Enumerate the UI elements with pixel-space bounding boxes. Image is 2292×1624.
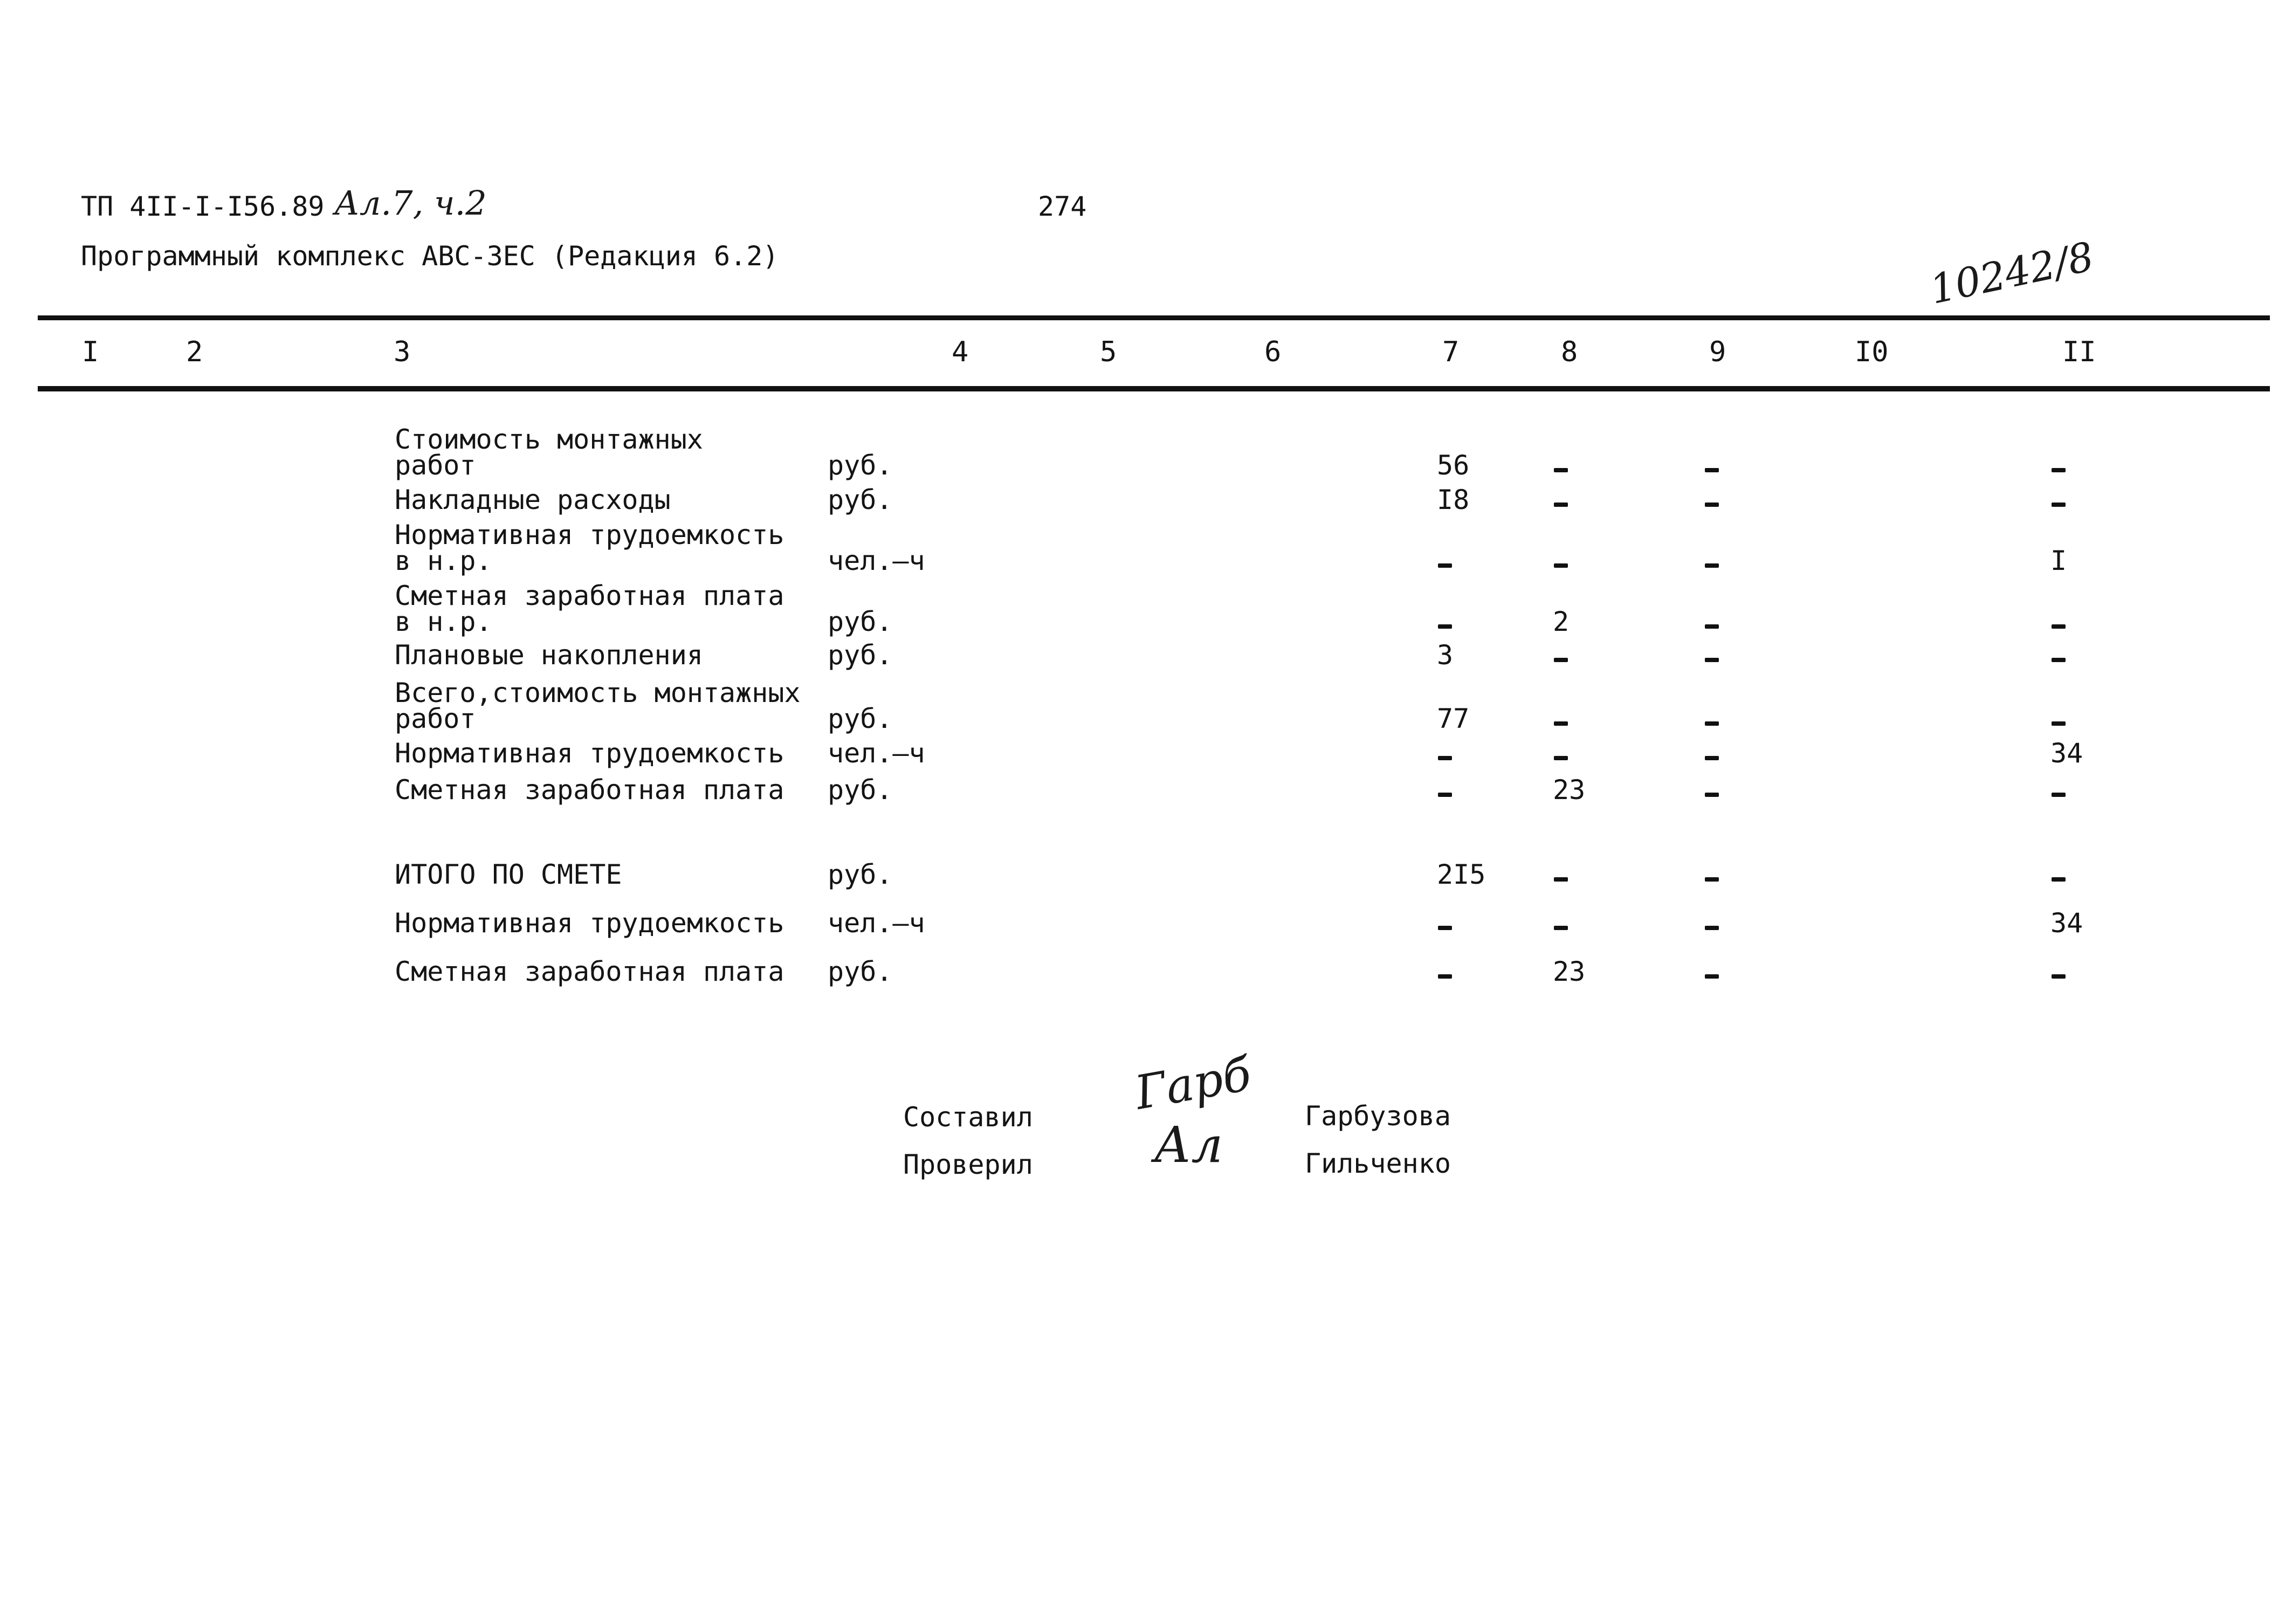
- row-col11-value-dash: [2052, 468, 2066, 472]
- row-col8-value: 23: [1553, 774, 1586, 806]
- row-item-name-cont: работ: [395, 450, 476, 481]
- row-unit: чел.–ч: [828, 738, 925, 769]
- row-col8-value-dash: [1554, 721, 1568, 726]
- row-col8-value-dash: [1554, 503, 1568, 507]
- row-col9-value-dash: [1705, 974, 1719, 979]
- row-unit: руб.: [828, 450, 893, 481]
- row-col7-value: 2I5: [1437, 859, 1486, 890]
- program-line: Программный комплекс АВС-3ЕС (Редакция 6.2): [81, 240, 779, 272]
- row-col7-value-dash: [1438, 624, 1452, 629]
- row-col7-value-dash: [1438, 926, 1452, 930]
- row-unit: руб.: [828, 956, 893, 987]
- row-unit: руб.: [828, 484, 893, 515]
- column-number: 7: [1442, 336, 1460, 368]
- row-item-name-cont: в н.р.: [395, 545, 492, 576]
- column-number: 4: [952, 336, 969, 368]
- row-item-name-cont: работ: [395, 703, 476, 734]
- checked-name: Гильченко: [1305, 1148, 1451, 1179]
- column-number: 6: [1264, 336, 1282, 368]
- row-unit: руб.: [828, 606, 893, 637]
- row-item-name: Нормативная трудоемкость: [395, 907, 784, 939]
- row-col8-value-dash: [1554, 563, 1568, 568]
- row-col7-value-dash: [1438, 974, 1452, 979]
- row-col11-value-dash: [2052, 793, 2066, 797]
- row-col11-value-dash: [2052, 624, 2066, 629]
- column-number: 9: [1709, 336, 1726, 368]
- row-item-name: Нормативная трудоемкость: [395, 738, 784, 769]
- row-item-name-cont: в н.р.: [395, 606, 492, 637]
- row-col8-value-dash: [1554, 658, 1568, 662]
- document-code: ТП 4II-I-I56.89: [81, 191, 325, 222]
- checked-signature: Ал: [1154, 1116, 1223, 1174]
- row-item-name: Всего,стоимость монтажных: [395, 677, 801, 708]
- row-col7-value-dash: [1438, 756, 1452, 760]
- row-item-name: Плановые накопления: [395, 639, 703, 671]
- row-item-name: ИТОГО ПО СМЕТЕ: [395, 859, 622, 890]
- row-col11-value: 34: [2050, 907, 2083, 939]
- row-col9-value-dash: [1705, 721, 1719, 726]
- row-col11-value: 34: [2050, 738, 2083, 769]
- row-col9-value-dash: [1705, 563, 1719, 568]
- column-number: II: [2062, 336, 2096, 368]
- checked-label: Проверил: [903, 1149, 1033, 1180]
- row-col7-value-dash: [1438, 793, 1452, 797]
- row-col11-value-dash: [2052, 877, 2066, 882]
- row-col8-value-dash: [1554, 926, 1568, 930]
- row-col9-value-dash: [1705, 756, 1719, 760]
- row-col7-value-dash: [1438, 563, 1452, 568]
- handwritten-album-note: Ал.7, ч.2: [334, 183, 487, 223]
- column-number: I0: [1855, 336, 1889, 368]
- column-number: 3: [394, 336, 411, 368]
- row-col8-value-dash: [1554, 468, 1568, 472]
- row-col11-value-dash: [2052, 974, 2066, 979]
- row-col9-value-dash: [1705, 877, 1719, 882]
- row-unit: чел.–ч: [828, 545, 925, 576]
- row-unit: чел.–ч: [828, 907, 925, 939]
- composed-label: Составил: [903, 1102, 1033, 1133]
- row-item-name: Накладные расходы: [395, 484, 671, 515]
- row-col7-value: 56: [1437, 450, 1470, 481]
- row-unit: руб.: [828, 703, 893, 734]
- table-header-bottom-rule: [38, 386, 2270, 391]
- row-col11-value-dash: [2052, 658, 2066, 662]
- column-number: 2: [186, 336, 203, 368]
- row-col11-value: I: [2050, 545, 2067, 576]
- row-unit: руб.: [828, 774, 893, 806]
- row-col8-value: 23: [1553, 956, 1586, 987]
- row-col8-value-dash: [1554, 877, 1568, 882]
- row-item-name: Стоимость монтажных: [395, 424, 703, 455]
- row-col7-value: 3: [1437, 639, 1454, 671]
- column-number: 5: [1100, 336, 1117, 368]
- row-col11-value-dash: [2052, 503, 2066, 507]
- table-top-rule: [38, 315, 2270, 320]
- handwritten-reference: 10242/8: [1926, 233, 2098, 313]
- row-col8-value-dash: [1554, 756, 1568, 760]
- page-number: 274: [1038, 191, 1087, 222]
- row-unit: руб.: [828, 639, 893, 671]
- row-col9-value-dash: [1705, 793, 1719, 797]
- composed-name: Гарбузова: [1305, 1100, 1451, 1132]
- row-col9-value-dash: [1705, 658, 1719, 662]
- row-col9-value-dash: [1705, 503, 1719, 507]
- row-col9-value-dash: [1705, 468, 1719, 472]
- row-col8-value: 2: [1553, 606, 1570, 637]
- row-item-name: Сметная заработная плата: [395, 956, 784, 987]
- row-col7-value: 77: [1437, 703, 1470, 734]
- row-col11-value-dash: [2052, 721, 2066, 726]
- composed-signature: Гарб: [1131, 1047, 1255, 1120]
- column-number: I: [82, 336, 99, 368]
- row-item-name: Сметная заработная плата: [395, 580, 784, 611]
- row-col9-value-dash: [1705, 926, 1719, 930]
- row-item-name: Сметная заработная плата: [395, 774, 784, 806]
- row-unit: руб.: [828, 859, 893, 890]
- row-item-name: Нормативная трудоемкость: [395, 519, 784, 550]
- row-col7-value: I8: [1437, 484, 1470, 515]
- column-number: 8: [1561, 336, 1578, 368]
- row-col9-value-dash: [1705, 624, 1719, 629]
